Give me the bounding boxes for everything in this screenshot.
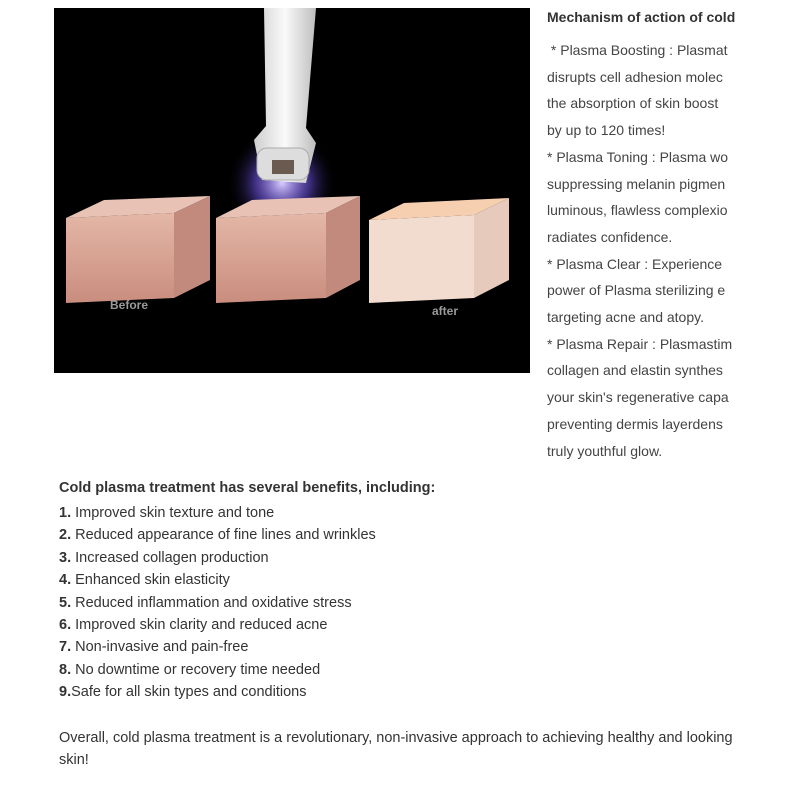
benefit-text: Improved skin texture and tone: [71, 505, 275, 521]
benefit-text: Increased collagen production: [71, 549, 269, 566]
benefit-number: 4.: [59, 572, 72, 589]
plasma-device-image: [54, 8, 530, 373]
benefit-number: 1.: [59, 505, 72, 521]
mechanism-line: truly youthful glow.: [547, 442, 663, 459]
benefit-item: [59, 502, 759, 524]
benefit-text: Improved skin clarity and reduced acne: [71, 617, 328, 634]
skin-block-after: [369, 198, 509, 303]
benefit-item: [59, 592, 759, 614]
benefit-text: Safe for all skin types and conditions: [71, 684, 307, 701]
mechanism-line: * Plasma Repair : Plasmastim: [547, 335, 733, 352]
mechanism-section: [547, 6, 748, 464]
mechanism-line: collagen and elastin synthes: [547, 362, 723, 379]
mechanism-line: * Plasma Toning : Plasma wo: [547, 148, 729, 165]
benefit-item: [59, 681, 759, 703]
mechanism-line: disrupts cell adhesion molec: [547, 68, 723, 85]
mechanism-line: targeting acne and atopy.: [547, 309, 704, 326]
mechanism-line: radiates confidence.: [547, 228, 673, 245]
mechanism-line: power of Plasma sterilizing e: [547, 282, 726, 299]
benefits-title: Cold plasma treatment has several benefits, including:: [59, 480, 436, 496]
benefits-section: [59, 478, 759, 771]
benefit-item: [59, 636, 759, 658]
mechanism-line: the absorption of skin boost: [547, 95, 719, 112]
benefit-text: Non-invasive and pain-free: [71, 639, 249, 656]
conclusion-text: Overall, cold plasma treatment is a revolutionary, non-invasive approach to achieving healthy and looking skin!: [59, 729, 733, 769]
benefit-number: 8.: [59, 661, 72, 678]
benefit-item: [59, 614, 759, 636]
skin-block-middle: [216, 196, 360, 303]
mechanism-line: preventing dermis layerdens: [547, 415, 723, 432]
benefit-text: No downtime or recovery time needed: [71, 661, 321, 678]
benefit-text: Enhanced skin elasticity: [71, 572, 230, 589]
benefit-item: [59, 524, 759, 546]
skin-block-before: [66, 196, 210, 303]
mechanism-text: [547, 37, 748, 464]
benefit-item: [59, 547, 759, 569]
mechanism-title: Mechanism of action of cold: [547, 9, 736, 25]
benefits-list: [59, 502, 759, 704]
device-illustration: [54, 8, 530, 373]
benefit-number: 7.: [59, 639, 72, 656]
mechanism-line: suppressing melanin pigmen: [547, 175, 726, 192]
benefit-text: Reduced inflammation and oxidative stress: [71, 594, 352, 611]
mechanism-line: by up to 120 times!: [547, 122, 666, 139]
after-label: after: [432, 304, 459, 318]
benefit-item: [59, 569, 759, 591]
benefit-number: 3.: [59, 549, 72, 566]
benefit-item: [59, 659, 759, 681]
mechanism-line: * Plasma Boosting : Plasmat: [547, 42, 728, 58]
mechanism-line: your skin's regenerative capa: [547, 389, 729, 406]
mechanism-line: luminous, flawless complexio: [547, 202, 728, 219]
benefit-number: 6.: [59, 617, 72, 634]
mechanism-line: * Plasma Clear : Experience: [547, 255, 723, 272]
benefit-number: 5.: [59, 594, 72, 611]
benefit-number: 9.: [59, 684, 72, 701]
benefit-text: Reduced appearance of fine lines and wrinkles: [71, 527, 376, 544]
before-label: Before: [110, 298, 149, 312]
benefit-number: 2.: [59, 527, 72, 544]
